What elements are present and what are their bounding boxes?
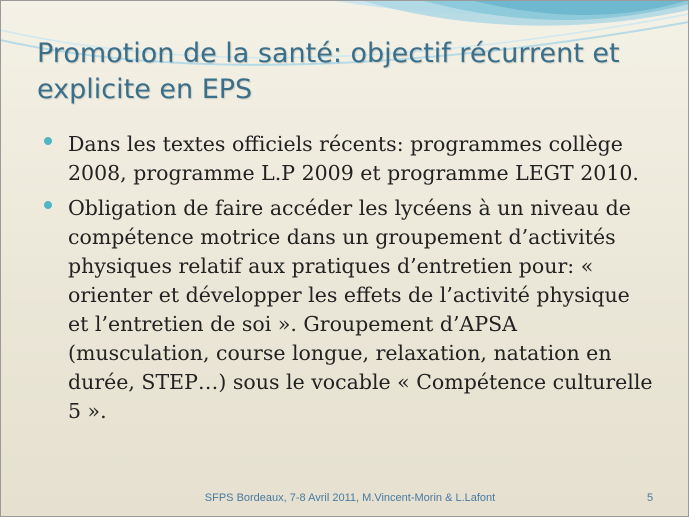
- bullet-text: Obligation de faire accéder les lycéens à un niveau de compétence motrice dans un groupement d’activités physiques relatif aux pratiques d’entretien pour: « orienter et développer les effets de l’activité physique et l’entretien de soi ». Groupement d’APSA (musculation, course longue, relaxation, natation en durée, STEP…) sous le vocable « Compétence culturelle 5 ».: [68, 196, 653, 423]
- slide-title: Promotion de la santé: objectif récurrent et explicite en EPS: [37, 38, 620, 105]
- slide-footer: SFPS Bordeaux, 7-8 Avril 2011, M.Vincent-Morin & L.Lafont: [204, 492, 496, 504]
- bullet-list: [44, 130, 654, 432]
- bullet-dot-icon: [44, 137, 52, 145]
- bullet-item: [44, 130, 654, 188]
- bullet-dot-icon: [44, 201, 52, 209]
- bullet-item: [44, 194, 654, 426]
- page-number: 5: [646, 492, 654, 504]
- bullet-text: Dans les textes officiels récents: programmes collège 2008, programme L.P 2009 et programme LEGT 2010.: [68, 132, 639, 185]
